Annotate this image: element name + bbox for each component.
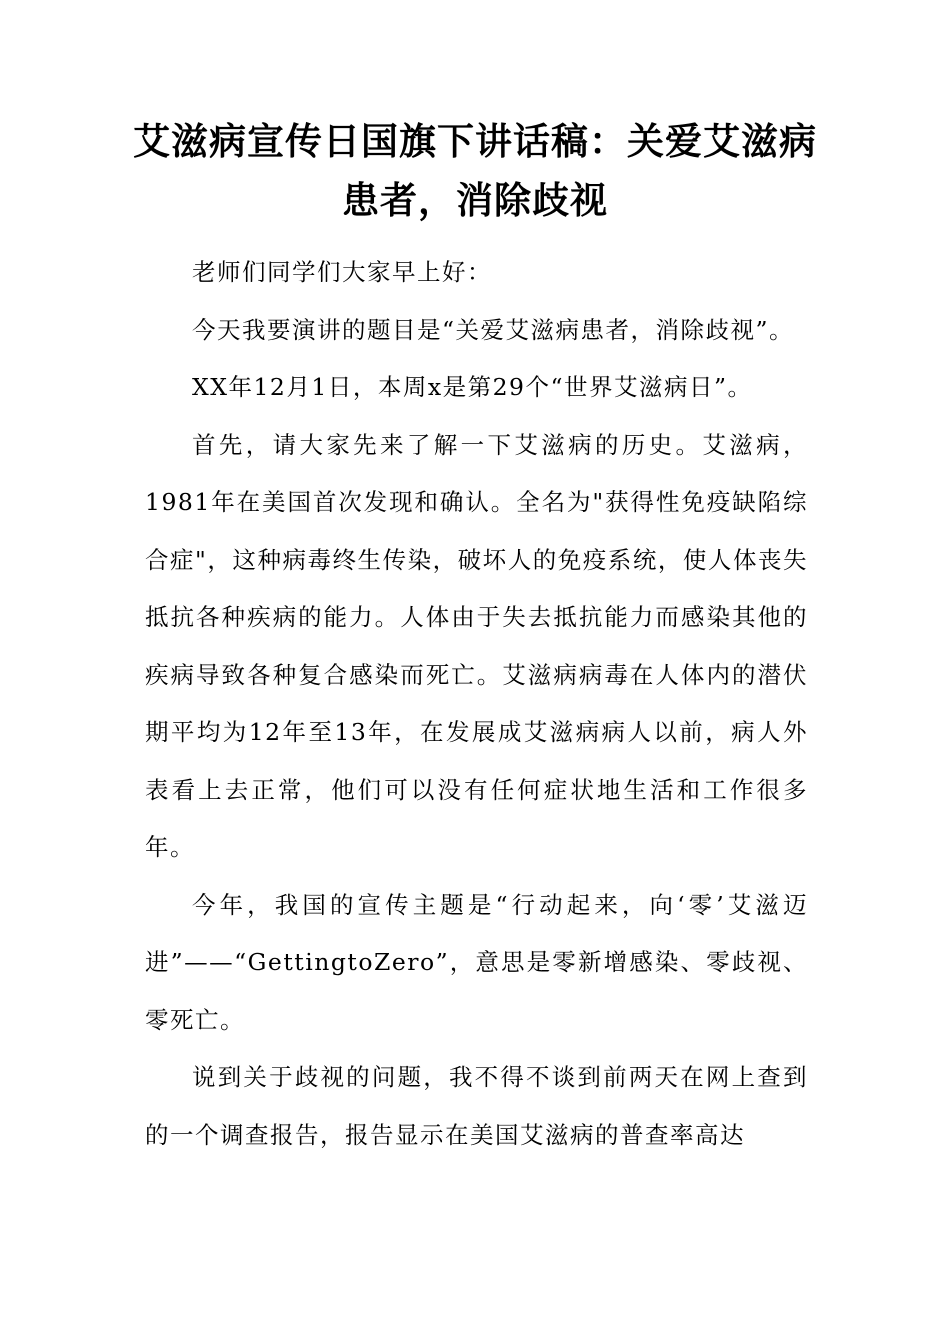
paragraph-discrimination: 说到关于歧视的问题，我不得不谈到前两天在网上查到的一个调查报告，报告显示在美国艾滋病的普查率高达	[145, 1063, 808, 1149]
paragraph-history: 首先，请大家先来了解一下艾滋病的历史。艾滋病，1981年在美国首次发现和确认。全名为"获得性免疫缺陷综合症"，这种病毒终生传染，破坏人的免疫系统，使人体丧失抵抗各种疾病的能力。人体由于失去抵抗能力而感染其他的疾病导致各种复合感染而死亡。艾滋病病毒在人体内的潜伏期平均为12年至13年，在发展成艾滋病病人以前，病人外表看上去正常，他们可以没有任何症状地生活和工作很多年。	[145, 430, 808, 861]
paragraph-theme: 今年，我国的宣传主题是“行动起来，向‘零’艾滋迈进”——“GettingtoZero”，意思是零新增感染、零歧视、零死亡。	[145, 890, 808, 1034]
document-body	[145, 244, 808, 1164]
paragraph-topic: 今天我要演讲的题目是“关爱艾滋病患者，消除歧视”。	[192, 315, 795, 344]
document-title: 艾滋病宣传日国旗下讲话稿：关爱艾滋病患者，消除歧视	[133, 120, 817, 222]
paragraph-date: XX年12月1日，本周x是第29个“世界艾滋病日”。	[192, 373, 753, 401]
paragraph-greeting: 老师们同学们大家早上好：	[192, 258, 492, 286]
